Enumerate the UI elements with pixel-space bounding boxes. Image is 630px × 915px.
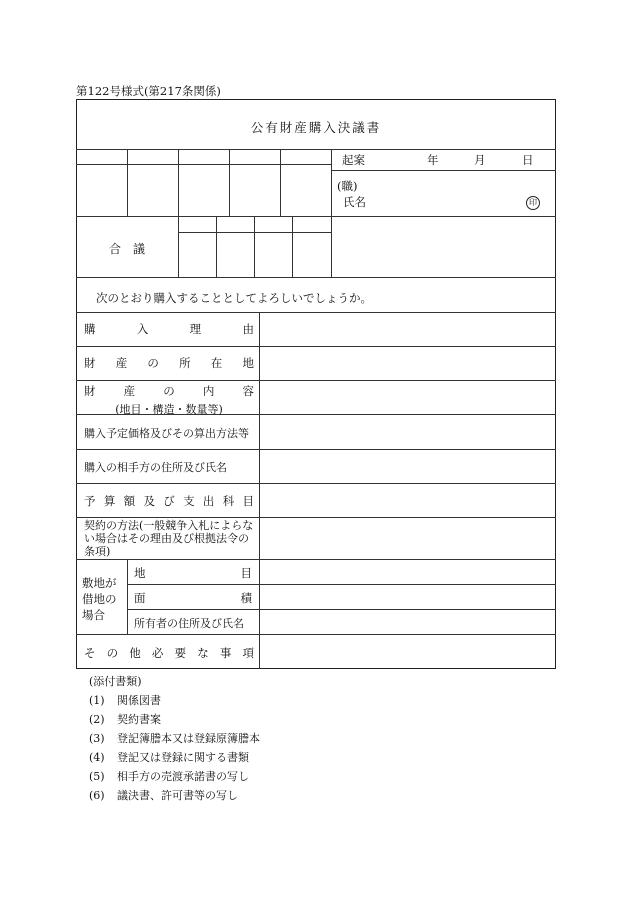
grid-line — [76, 277, 556, 278]
attachment-number: (3) — [89, 732, 105, 745]
label-char: 産 — [123, 384, 136, 398]
label-char: 及 — [143, 494, 155, 508]
label-char: 理 — [189, 322, 202, 336]
form-title: 公有財産購入決議書 — [250, 120, 382, 135]
attachment-text: 登記又は登録に関する書類 — [117, 751, 249, 764]
attachment-text: 相手方の売渡承諾書の写し — [117, 770, 249, 783]
grid-line — [76, 149, 556, 150]
label-char: 在 — [210, 356, 223, 370]
attachment-item — [89, 730, 260, 746]
contract-label: 契約の方法(一般競争入札によらない場合はその理由及び根拠法令の条項) — [84, 519, 254, 558]
label-char: 項 — [242, 646, 254, 660]
grid-line — [127, 609, 556, 610]
spread-text — [84, 321, 254, 337]
grid-line — [76, 164, 331, 165]
leased-owner-label: 所有者の住所及び氏名 — [134, 617, 244, 630]
label-char: 必 — [151, 646, 164, 660]
label-char: び — [163, 494, 175, 508]
grid-line — [127, 559, 128, 634]
label-char: 他 — [129, 646, 141, 660]
label-char: 容 — [242, 384, 254, 398]
leased-group-label: 敷地が借地の場合 — [82, 576, 117, 622]
spread-text — [84, 383, 254, 399]
spread-text — [84, 493, 254, 509]
label-char: 目 — [240, 566, 252, 580]
grid-line — [292, 216, 293, 277]
day-label: 日 — [522, 153, 534, 167]
label-char: 財 — [84, 356, 96, 370]
label-char: 算 — [103, 494, 116, 508]
attachment-text: 議決書、許可書等の写し — [117, 789, 238, 802]
price-label: 購入予定価格及びその算出方法等 — [84, 427, 249, 440]
attachment-number: (2) — [89, 713, 105, 726]
label-char: 予 — [84, 494, 96, 508]
attachment-item — [89, 768, 249, 784]
reason-label — [84, 321, 254, 337]
leased-chimoku-label — [134, 565, 252, 581]
label-char: 産 — [115, 356, 128, 370]
grid-line — [76, 483, 556, 484]
label-char: 額 — [123, 494, 136, 508]
label-char: 地 — [134, 566, 146, 580]
content-label — [84, 383, 254, 417]
form-number: 第122号様式(第217条関係) — [76, 84, 221, 98]
grid-line — [76, 634, 556, 635]
shoku-label: (職) — [337, 179, 358, 193]
label-char: な — [197, 646, 209, 660]
attachment-item — [89, 787, 238, 803]
grid-line — [331, 149, 332, 277]
label-char: の — [163, 384, 175, 398]
label-char: 地 — [242, 356, 254, 370]
seller-label: 購入の相手方の住所及び氏名 — [84, 461, 227, 474]
label-char: 面 — [134, 591, 146, 605]
attachment-text: 契約書案 — [117, 713, 161, 726]
label-char: の — [147, 356, 159, 370]
label-char: 科 — [222, 494, 235, 508]
attachment-text: 登記簿謄本又は登録原簿謄本 — [117, 732, 260, 745]
attachment-item — [89, 749, 249, 765]
label-char: 積 — [240, 591, 252, 605]
seal-mark — [526, 194, 540, 210]
attachment-text: 関係図書 — [117, 694, 161, 707]
grid-line — [216, 216, 217, 277]
label-char: 内 — [202, 384, 215, 398]
grid-line — [76, 346, 556, 347]
grid-line — [127, 584, 556, 585]
grid-line — [259, 312, 260, 669]
shimei-label: 氏名 — [343, 195, 366, 209]
attachment-number: (1) — [89, 694, 105, 707]
grid-line — [76, 380, 556, 381]
grid-line — [178, 149, 179, 277]
label-char: 支 — [183, 494, 195, 508]
label-char: 要 — [174, 646, 187, 660]
grid-line — [229, 149, 230, 216]
label-char: 財 — [84, 384, 96, 398]
grid-line — [76, 559, 556, 560]
budget-label — [84, 493, 254, 509]
label-char: 所 — [179, 356, 191, 370]
month-label: 月 — [474, 153, 486, 167]
seal-circle: 印 — [526, 196, 540, 210]
spread-text — [84, 645, 254, 661]
label-char: 由 — [242, 322, 254, 336]
grid-line — [76, 312, 556, 313]
year-label: 年 — [427, 153, 439, 167]
intro-text: 次のとおり購入することとしてよろしいでしょうか。 — [96, 291, 372, 305]
grid-line — [127, 149, 128, 216]
attachments-title: (添付書類) — [89, 675, 142, 688]
spread-text — [134, 565, 252, 581]
label-char: 入 — [136, 322, 149, 336]
other-label — [84, 645, 254, 661]
grid-line — [280, 149, 281, 216]
label-char: 事 — [219, 646, 232, 660]
attachment-item — [89, 711, 161, 727]
label-char: 目 — [242, 494, 254, 508]
attachment-number: (5) — [89, 770, 105, 783]
grid-line — [76, 216, 556, 217]
label-char: そ — [84, 646, 96, 660]
kian-label: 起案 — [342, 153, 365, 167]
label-char: の — [106, 646, 119, 660]
attachment-number: (4) — [89, 751, 105, 764]
content-sub-label: (地目・構造・数量等) — [115, 403, 223, 416]
label-char: 出 — [202, 494, 215, 508]
grid-line — [76, 517, 556, 518]
grid-line — [76, 449, 556, 450]
leased-area-label — [134, 590, 252, 606]
label-char: 購 — [84, 322, 96, 336]
spread-text — [84, 355, 254, 371]
spread-text — [134, 590, 252, 606]
attachment-number: (6) — [89, 789, 105, 802]
attachment-item — [89, 692, 161, 708]
location-label — [84, 355, 254, 371]
grid-line — [331, 170, 556, 171]
grid-line — [254, 216, 255, 277]
gougi-label: 合 議 — [108, 242, 145, 256]
